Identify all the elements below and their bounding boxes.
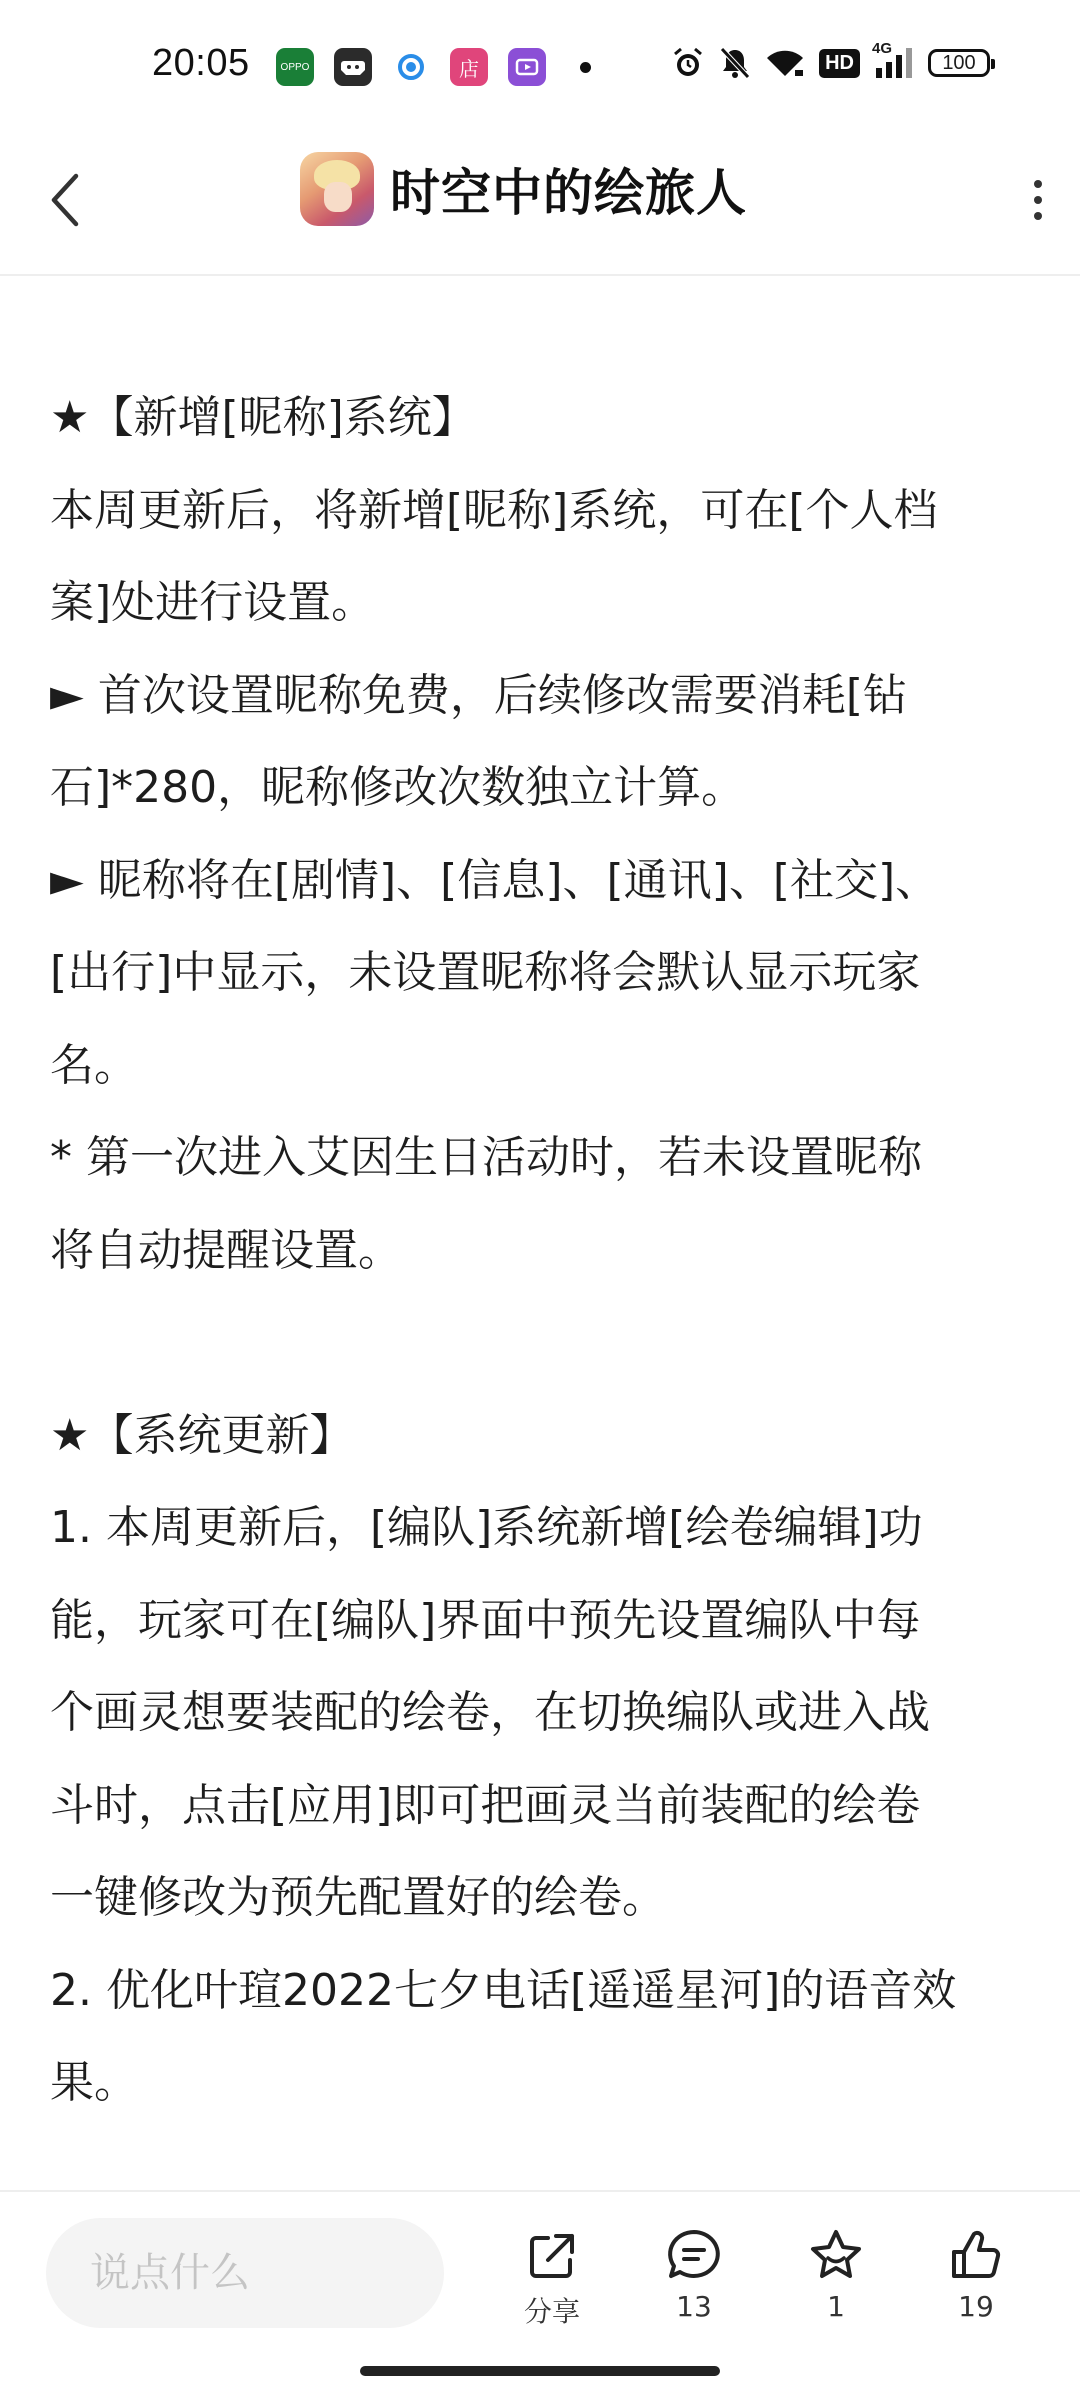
game-controller-glyph — [340, 57, 366, 77]
game-controller-app-icon — [334, 48, 372, 86]
chevron-left-icon — [48, 172, 82, 228]
favorite-count: 1 — [827, 2290, 845, 2323]
share-button[interactable] — [502, 2226, 602, 2330]
section-spacer — [50, 1297, 1030, 1390]
paragraph-line: 斗时，点击[应用]即可把画灵当前装配的绘卷 — [50, 1779, 921, 1831]
like-button[interactable] — [926, 2226, 1026, 2323]
circle-app-icon — [392, 48, 430, 86]
signal-icon — [872, 40, 914, 80]
paragraph-line: 1. 本周更新后，[编队]系统新增[绘卷编辑]功 — [50, 1502, 923, 1553]
paragraph-line: ► 首次设置昵称免费，后续修改需要消耗[钻 — [50, 669, 907, 721]
paragraph-line: * 第一次进入艾因生日活动时，若未设置昵称 — [50, 1132, 922, 1183]
section-heading: ★【新增[昵称]系统】 — [50, 392, 476, 443]
paragraph-line: 2. 优化叶瑄2022七夕电话[遥遥星河]的语音效 — [50, 1964, 957, 2016]
bottom-action-bar — [0, 2190, 1080, 2352]
section-heading: ★【系统更新】 — [50, 1409, 354, 1461]
paragraph-line: ► 昵称将在[剧情]、[信息]、[通讯]、[社交]、 — [50, 854, 940, 906]
network-type-label: 4G — [872, 40, 893, 57]
hd-label: HD — [819, 49, 860, 78]
circle-glyph — [396, 52, 426, 82]
hd-badge — [819, 49, 860, 78]
more-options-button[interactable] — [1018, 170, 1058, 230]
paragraph-line: 个画灵想要装配的绘卷，在切换编队或进入战 — [50, 1687, 930, 1738]
thumbs-up-icon — [946, 2226, 1006, 2286]
oppo-app-icon — [276, 48, 314, 86]
more-dot-icon — [1034, 212, 1042, 220]
paragraph-line: 将自动提醒设置。 — [50, 1224, 402, 1276]
mute-bell-icon — [719, 46, 751, 80]
favorite-button[interactable] — [786, 2226, 886, 2323]
shop-app-icon — [450, 48, 488, 86]
comment-bubble-icon — [664, 2226, 724, 2286]
like-count: 19 — [958, 2290, 994, 2323]
back-button[interactable] — [30, 160, 100, 240]
shop-app-label: 店 — [459, 58, 479, 81]
paragraph-line: 果。 — [50, 2057, 138, 2108]
video-app-icon — [508, 48, 546, 86]
alarm-icon — [671, 46, 705, 80]
share-label: 分享 — [523, 2295, 580, 2328]
system-icons — [657, 40, 990, 80]
paragraph-line: 石]*280，昵称修改次数独立计算。 — [50, 762, 746, 813]
home-indicator[interactable] — [360, 2366, 720, 2376]
article-content — [50, 372, 1030, 2130]
app-header — [0, 130, 1080, 276]
paragraph-line: 本周更新后，将新增[昵称]系统，可在[个人档 — [50, 484, 938, 536]
wifi-icon — [765, 48, 805, 78]
game-app-icon — [300, 152, 374, 226]
battery-icon — [928, 49, 990, 77]
paragraph-line: 一键修改为预先配置好的绘卷。 — [50, 1872, 666, 1923]
header-center[interactable] — [300, 152, 747, 226]
battery-level: 100 — [928, 49, 990, 77]
comment-count: 13 — [676, 2290, 712, 2323]
notification-icons — [276, 48, 591, 86]
status-bar — [0, 0, 1080, 130]
paragraph-line: 名。 — [50, 1039, 138, 1091]
paragraph-line: 能，玩家可在[编队]界面中预先设置编队中每 — [50, 1594, 921, 1646]
more-dot-icon — [1034, 180, 1042, 188]
status-time: 20:05 — [152, 42, 250, 84]
star-icon — [806, 2226, 866, 2286]
video-glyph — [515, 57, 539, 77]
share-icon — [522, 2226, 582, 2286]
more-notifications-dot — [580, 62, 591, 73]
oppo-app-label: OPPO — [280, 61, 310, 73]
paragraph-line: [出行]中显示，未设置昵称将会默认显示玩家 — [50, 947, 921, 998]
comment-input[interactable] — [46, 2218, 444, 2328]
comment-button[interactable] — [644, 2226, 744, 2323]
more-dot-icon — [1034, 196, 1042, 204]
page-title: 时空中的绘旅人 — [390, 164, 747, 222]
paragraph-line: 案]处进行设置。 — [50, 577, 376, 628]
